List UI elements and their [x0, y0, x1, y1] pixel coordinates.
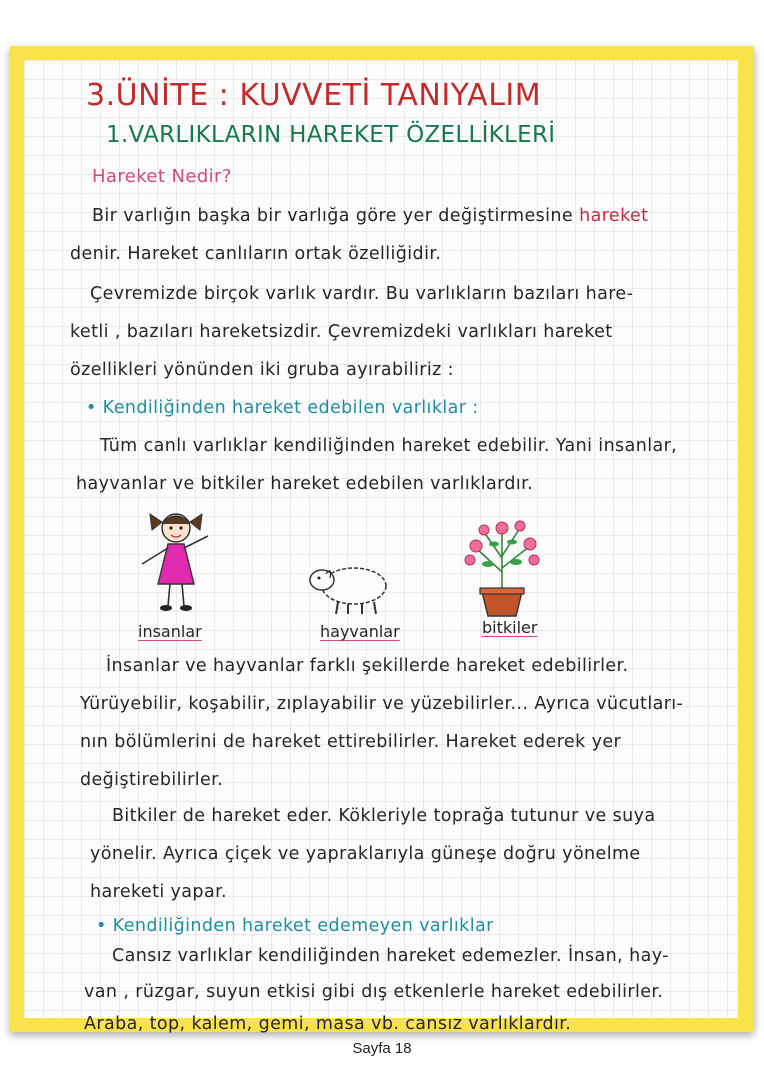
- bullet-heading: • Kendiliğinden hareket edemeyen varlıklar: [96, 916, 494, 936]
- paragraph-line: Tüm canlı varlıklar kendiliğinden hareket edebilir. Yani insanlar,: [100, 436, 678, 456]
- paragraph-line: yönelir. Ayrıca çiçek ve yapraklarıyla güneşe doğru yönelme: [90, 844, 641, 864]
- highlight-word: hareket: [579, 206, 649, 226]
- notebook-page: [24, 60, 738, 1034]
- paragraph-line: Araba, top, kalem, gemi, masa vb. cansız varlıklardır.: [84, 1014, 572, 1034]
- paragraph-line: Çevremizde birçok varlık vardır. Bu varlıkların bazıları hare-: [90, 284, 634, 304]
- illustration-caption-bitkiler: bitkiler: [482, 618, 538, 637]
- paragraph-line: nın bölümlerini de hareket ettirebilirler. Hareket ederek yer: [80, 732, 622, 752]
- paragraph-line: Cansız varlıklar kendiliğinden hareket edemezler. İnsan, hay-: [112, 946, 669, 966]
- page-frame: [10, 46, 754, 1032]
- paragraph-line: değiştirebilirler.: [80, 770, 224, 790]
- bullet-heading: • Kendiliğinden hareket edebilen varlıklar :: [86, 398, 479, 418]
- section-title: 1.VARLIKLARIN HAREKET ÖZELLİKLERİ: [106, 122, 556, 148]
- paragraph-line: İnsanlar ve hayvanlar farklı şekillerde hareket edebilirler.: [106, 656, 629, 676]
- paragraph-line: Bitkiler de hareket eder. Kökleriyle toprağa tutunur ve suya: [112, 806, 656, 826]
- paragraph-line: ketli , bazıları hareketsizdir. Çevremizdeki varlıkları hareket: [70, 322, 613, 342]
- illustration-caption-insanlar: insanlar: [138, 622, 202, 641]
- paragraph-line: hareketi yapar.: [90, 882, 228, 902]
- paragraph-line: van , rüzgar, suyun etkisi gibi dış etkenlerle hareket edebilirler.: [84, 982, 664, 1002]
- paragraph-line: Yürüyebilir, koşabilir, zıplayabilir ve yüzebilirler... Ayrıca vücutları-: [80, 694, 684, 714]
- illustration-caption-hayvanlar: hayvanlar: [320, 622, 400, 641]
- text: Bir varlığın başka bir varlığa göre yer değiştirmesine: [92, 206, 574, 226]
- sheep-icon: [306, 562, 394, 618]
- page-number: Sayfa 18: [352, 1040, 412, 1057]
- paragraph-line: özellikleri yönünden iki gruba ayırabiliriz :: [70, 360, 454, 380]
- flower-pot-icon: [460, 512, 544, 618]
- girl-icon: [128, 508, 224, 618]
- question-heading: Hareket Nedir?: [92, 166, 232, 187]
- paragraph-line: hayvanlar ve bitkiler hareket edebilen varlıklardır.: [76, 474, 534, 494]
- paragraph-line: denir. Hareket canlıların ortak özelliğidir.: [70, 244, 442, 264]
- paragraph-line: [92, 206, 648, 226]
- unit-title: 3.ÜNİTE : KUVVETİ TANIYALIM: [86, 78, 542, 113]
